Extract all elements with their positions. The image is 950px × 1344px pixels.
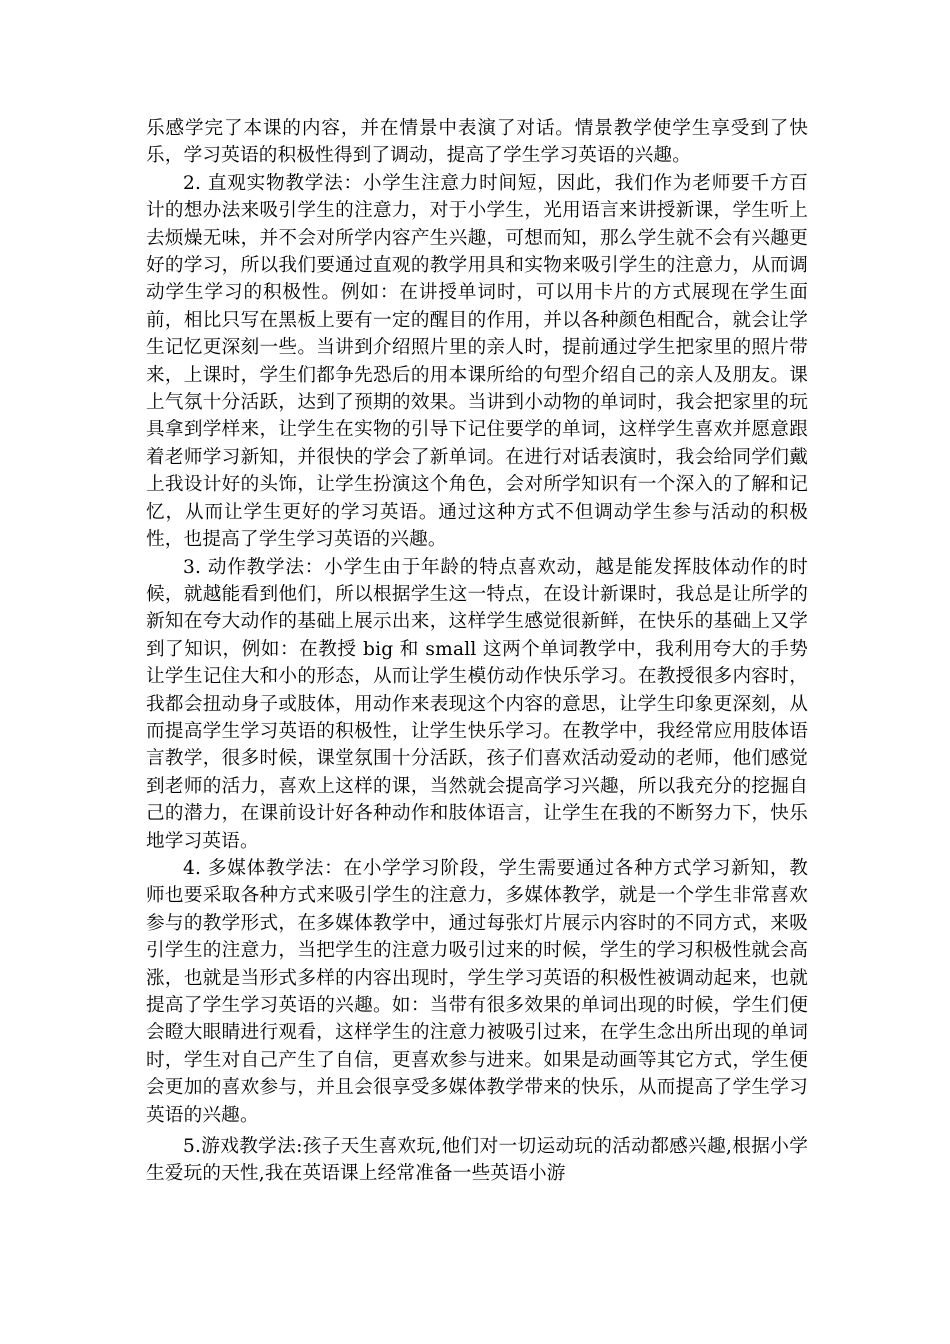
paragraph-game-method: 5.游戏教学法:孩子天生喜欢玩,他们对一切运动玩的活动都感兴趣,根据小学生爱玩的天性,我在英语课上经常准备一些英语小游 bbox=[146, 1136, 808, 1185]
paragraph-visual-object-method: 2. 直观实物教学法：小学生注意力时间短，因此，我们作为老师要千方百计的想办法来吸引学生的注意力，对于小学生，光用语言来讲授新课，学生听上去烦燥无味，并不会对所学内容产生兴趣，可想而知，那么学生就不会有兴趣更好的学习，所以我们要通过直观的教学用具和实物来吸引学生的注意力，从而调动学生学习的积极性。例如：在讲授单词时，可以用卡片的方式展现在学生面前，相比只写在黑板上要有一定的醒目的作用，并以各种颜色相配合，就会让学生记忆更深刻一些。当讲到介绍照片里的亲人时，提前通过学生把家里的照片带来，上课时，学生们都争先恐后的用本课所给的句型介绍自己的亲人及朋友。课上气氛十分活跃，达到了预期的效果。当讲到小动物的单词时，我会把家里的玩具拿到学样来，让学生在实物的引导下记住要学的单词，这样学生喜欢并愿意跟着老师学习新知，并很快的学会了新单词。在进行对话表演时，我会给同学们戴上我设计好的头饰，让学生扮演这个角色，会对所学知识有一个深入的了解和记忆，从而让学生更好的学习英语。通过这种方式不但调动学生参与活动的积极性，也提高了学生学习英语的兴趣。 bbox=[146, 172, 808, 551]
paragraph-multimedia-method: 4. 多媒体教学法：在小学学习阶段，学生需要通过各种方式学习新知，教师也要采取各种方式来吸引学生的注意力，多媒体教学，就是一个学生非常喜欢参与的教学形式，在多媒体教学中，通过每张灯片展示内容时的不同方式，来吸引学生的注意力，当把学生的注意力吸引过来的时候，学生的学习积极性就会高涨，也就是当形式多样的内容出现时，学生学习英语的积极性被调动起来，也就提高了学生学习英语的兴趣。如：当带有很多效果的单词出现的时候，学生们便会瞪大眼睛进行观看，这样学生的注意力被吸引过来，在学生念出所出现的单词时，学生对自己产生了自信，更喜欢参与进来。如果是动画等其它方式，学生便会更加的喜欢参与，并且会很享受多媒体教学带来的快乐，从而提高了学生学习英语的兴趣。 bbox=[146, 857, 808, 1126]
document-page bbox=[146, 115, 808, 1188]
paragraph-situational-teaching: 乐感学完了本课的内容，并在情景中表演了对话。情景教学使学生享受到了快乐，学习英语的积极性得到了调动，提高了学生学习英语的兴趣。 bbox=[146, 118, 808, 167]
paragraph-action-method: 3. 动作教学法：小学生由于年龄的特点喜欢动，越是能发挥肢体动作的时候，就越能看到他们，所以根据学生这一特点，在设计新课时，我总是让所学的新知在夸大动作的基础上展示出来，这样学生感觉很新鲜，在快乐的基础上又学到了知识，例如：在教授 big 和 small 这两个单词教学中，我利用夸大的手势让学生记住大和小的形态，从而让学生模仿动作快乐学习。在教授很多内容时，我都会扭动身子或肢体，用动作来表现这个内容的意思，让学生印象更深刻，从而提高学生学习英语的积极性，让学生快乐学习。在教学中，我经常应用肢体语言教学，很多时候，课堂氛围十分活跃，孩子们喜欢活动爱动的老师，他们感觉到老师的活力，喜欢上这样的课，当然就会提高学习兴趣，所以我充分的挖掘自己的潜力，在课前设计好各种动作和肢体语言，让学生在我的不断努力下，快乐地学习英语。 bbox=[146, 556, 808, 852]
